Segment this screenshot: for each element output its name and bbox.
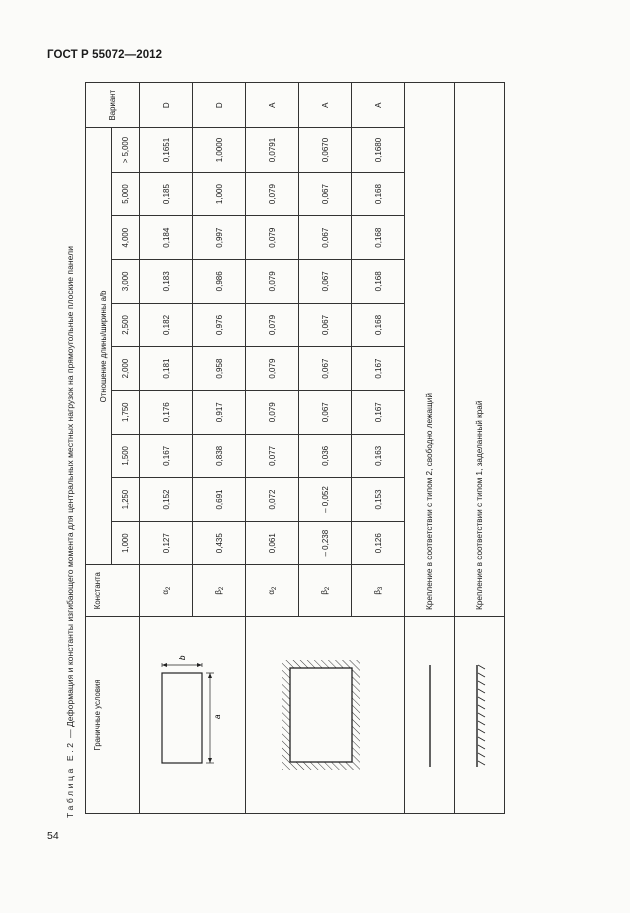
value-cell: 0,691 [193,478,246,522]
constant-symbol: β [319,590,329,595]
variant-cell: D [193,83,246,128]
table-row [140,83,193,814]
variant-cell: A [299,83,352,128]
value-cell: 0,986 [193,260,246,304]
constant-cell [299,565,352,616]
value-cell: 0,077 [246,434,299,478]
value-cell: 0,067 [299,260,352,304]
header-variant: Вариант [86,83,140,128]
document-header: ГОСТ Р 55072—2012 [47,49,163,61]
value-cell: 0,958 [193,347,246,391]
ratio-header: 1,500 [112,434,140,478]
legend-text-simple: Крепление в соответствии с типом 2, свободно лежащий [405,83,455,617]
ratio-header: 4,000 [112,216,140,260]
value-cell: 0,153 [352,478,405,522]
value-cell: 0,067 [299,303,352,347]
legend-symbol-simple [405,616,455,813]
value-cell: 0,182 [140,303,193,347]
variant-cell: A [352,83,405,128]
value-cell: 0,167 [140,434,193,478]
value-cell: 0,184 [140,216,193,260]
ratio-header: 1,750 [112,390,140,434]
value-cell: 0,079 [246,347,299,391]
value-cell: 0,185 [140,172,193,216]
value-cell: 0,163 [352,434,405,478]
value-cell: 0,167 [352,347,405,391]
constants-table [85,82,505,814]
value-cell: – 0,052 [299,478,352,522]
value-cell: 0,168 [352,260,405,304]
value-cell: 0,168 [352,303,405,347]
constant-subscript: 2 [165,586,172,591]
panel-diagram-simple [148,645,238,785]
value-cell: 0,167 [352,390,405,434]
value-cell: 0,127 [140,521,193,565]
figure-clamped [246,616,405,813]
value-cell: 0,072 [246,478,299,522]
table-caption [65,246,75,818]
value-cell: 0,036 [299,434,352,478]
table-row [246,83,299,814]
value-cell: 0,1680 [352,128,405,172]
constant-subscript: 3 [377,586,384,591]
clamped-edge-icon [467,655,493,775]
constant-symbol: β [372,590,382,595]
value-cell: 1,0000 [193,128,246,172]
value-cell: 0,183 [140,260,193,304]
value-cell: 0,838 [193,434,246,478]
figure-simply-supported [140,616,246,813]
constant-cell [246,565,299,616]
legend-row [405,83,455,814]
ratio-header: 1,250 [112,478,140,522]
constant-symbol: α [266,590,276,595]
value-cell: 0,0791 [246,128,299,172]
rotated-content [63,82,483,822]
value-cell: 0,997 [193,216,246,260]
variant-cell: D [140,83,193,128]
value-cell: 0,152 [140,478,193,522]
value-cell: 0,181 [140,347,193,391]
ratio-header: > 5,000 [112,128,140,172]
value-cell: 0,067 [299,172,352,216]
constant-cell [140,565,193,616]
value-cell: 0,168 [352,172,405,216]
value-cell: 0,435 [193,521,246,565]
header-row-group [86,83,112,814]
constant-cell [193,565,246,616]
panel-diagram-clamped [260,640,390,790]
value-cell: 0,126 [352,521,405,565]
value-cell: 0,176 [140,390,193,434]
constant-subscript: 2 [218,586,225,591]
legend-symbol-clamped [455,616,505,813]
value-cell: – 0,238 [299,521,352,565]
value-cell: 0,168 [352,216,405,260]
ratio-header: 3,000 [112,260,140,304]
page-number: 54 [47,830,59,842]
legend-text-clamped: Крепление в соответствии с типом 1, заделанный край [455,83,505,617]
value-cell: 0,061 [246,521,299,565]
figure-label-a: a [212,714,222,719]
value-cell: 0,067 [299,390,352,434]
table-caption-label: Таблица Е.2 [65,740,75,818]
variant-cell: A [246,83,299,128]
ratio-header: 1,000 [112,521,140,565]
figure-label-b: b [177,655,187,660]
header-ratio-group: Отношение длины/ширины a/b [86,128,112,565]
value-cell: 0,067 [299,347,352,391]
ratio-header: 2,000 [112,347,140,391]
header-conditions: Граничные условия [86,616,140,813]
value-cell: 0,0670 [299,128,352,172]
value-cell: 0,067 [299,216,352,260]
constant-cell [352,565,405,616]
legend-row [455,83,505,814]
value-cell: 0,079 [246,172,299,216]
constant-subscript: 2 [324,586,331,591]
value-cell: 0,079 [246,390,299,434]
table-caption-text: — Деформация и константы изгибающего момента для центральных местных нагрузок на прямоугольные плоские панели [65,246,75,741]
value-cell: 0,976 [193,303,246,347]
simply-supported-line-icon [420,655,440,775]
value-cell: 0,079 [246,216,299,260]
value-cell: 0,079 [246,260,299,304]
rotated-table-region [63,82,483,822]
value-cell: 0,079 [246,303,299,347]
value-cell: 1,000 [193,172,246,216]
value-cell: 0,1651 [140,128,193,172]
constant-symbol: β [213,590,223,595]
header-constant: Константа [86,565,140,616]
ratio-header: 5,000 [112,172,140,216]
constant-symbol: α [160,590,170,595]
ratio-header: 2,500 [112,303,140,347]
value-cell: 0,917 [193,390,246,434]
constant-subscript: 2 [271,586,278,591]
